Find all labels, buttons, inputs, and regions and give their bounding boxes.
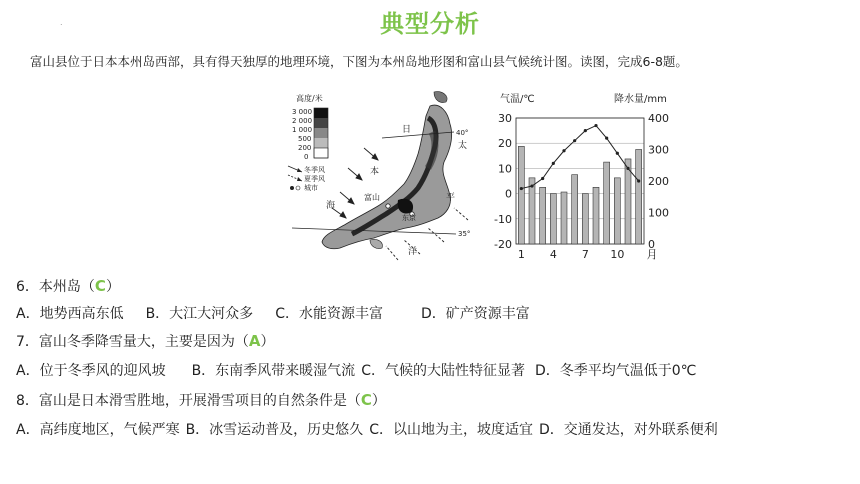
map-label-ping: 平 <box>446 193 456 203</box>
y-left-tick: -20 <box>494 238 512 251</box>
map-label-ri: 日 <box>402 125 412 135</box>
temperature-point <box>520 187 523 190</box>
wind-legend <box>288 165 325 192</box>
map-label-ben: 本 <box>370 167 380 177</box>
y-right-tick: 400 <box>648 112 669 125</box>
temperature-point <box>562 149 565 152</box>
temperature-point <box>552 162 555 165</box>
question-8-text: 8．富山是日本滑雪胜地，开展滑雪项目的自然条件是（ <box>16 393 361 409</box>
intro-text: 富山县位于日本本州岛西部，具有得天独厚的地理环境，下图为本州岛地形图和富山县气候统计图。读图，完成6-8题。 <box>30 54 688 69</box>
latitude-40: 40° <box>456 129 469 137</box>
precip-bar <box>518 146 524 244</box>
latitude-35: 35° <box>458 230 471 238</box>
y-left-tick: -10 <box>494 212 512 226</box>
temperature-point <box>605 137 608 140</box>
question-8 <box>16 390 386 410</box>
map-label-yang: 洋 <box>408 247 418 257</box>
question-7-answer: A <box>248 332 261 350</box>
option-a: A．位于冬季风的迎风坡 <box>16 363 166 379</box>
option-d: D．冬季平均气温低于0℃ <box>534 363 697 379</box>
precip-bar <box>625 159 631 244</box>
y-right-tick: 300 <box>648 143 669 157</box>
y-left-tick: 10 <box>498 162 512 176</box>
option-b: B．大江大河众多 <box>145 306 254 322</box>
option-c: C．气候的大陆性特征显著 <box>361 363 525 379</box>
question-6-options <box>16 303 530 323</box>
x-tick: 4 <box>549 248 557 261</box>
map-label-tai: 太 <box>458 141 468 151</box>
option-a: A．高纬度地区，气候严寒 <box>16 422 180 438</box>
legend-level: 3 000 <box>292 108 313 116</box>
page-title: 典型分析 <box>380 10 480 38</box>
precip-bar <box>614 178 620 244</box>
legend-level: 200 <box>298 144 312 152</box>
japan-map <box>288 92 470 260</box>
y-right-tick: 100 <box>648 206 669 220</box>
legend-summer-monsoon: 夏季风 <box>304 175 325 183</box>
y-left-tick: 20 <box>498 137 512 151</box>
question-6-text: 6．本州岛（ <box>16 279 95 295</box>
precip-bar <box>593 187 599 244</box>
option-d: D．矿产资源丰富 <box>420 306 530 322</box>
precip-bar <box>550 194 556 244</box>
precip-bar <box>636 150 642 245</box>
decorative-dot: . <box>60 18 63 27</box>
elevation-legend <box>292 108 328 161</box>
temperature-point <box>573 139 576 142</box>
option-c: C．水能资源丰富 <box>275 306 383 322</box>
precip-bar <box>561 192 567 244</box>
question-7-tail: ） <box>260 334 275 350</box>
legend-level: 500 <box>298 135 312 143</box>
temperature-point <box>594 124 597 127</box>
y-left-tick: 30 <box>498 112 512 125</box>
question-6-answer: C <box>94 277 106 295</box>
x-tick: 1 <box>517 248 525 261</box>
option-b: B．东南季风带来暖湿气流 <box>191 363 356 379</box>
question-6 <box>16 276 120 296</box>
climate-chart <box>494 92 669 261</box>
question-6-tail: ） <box>105 279 120 295</box>
question-8-options <box>16 419 718 439</box>
legend-level: 0 <box>304 153 309 161</box>
legend-level: 2 000 <box>292 117 313 125</box>
x-tick: 7 <box>581 248 589 261</box>
map-label-tokyo: 东京 <box>402 214 416 222</box>
y-left-label: 气温/℃ <box>500 94 535 105</box>
question-7-options <box>16 360 696 380</box>
question-7 <box>16 331 275 351</box>
question-8-answer: C <box>360 391 372 409</box>
precip-bar <box>604 162 610 244</box>
map-label-toyama: 富山 <box>364 193 380 202</box>
precip-bar <box>540 187 546 244</box>
temperature-point <box>626 167 629 170</box>
temperature-point <box>530 184 533 187</box>
x-tick: 10 <box>610 248 625 261</box>
figure <box>278 88 708 264</box>
option-d: D．交通发达，对外联系便利 <box>538 422 718 438</box>
temperature-point <box>637 179 640 182</box>
y-right-tick: 0 <box>648 238 655 251</box>
temperature-point <box>584 129 587 132</box>
temperature-line <box>521 126 638 189</box>
y-right-tick: 200 <box>648 175 669 188</box>
question-8-tail: ） <box>371 393 386 409</box>
legend-title: 高度/米 <box>296 94 323 103</box>
precip-bar <box>572 175 578 244</box>
map-label-hai: 海 <box>326 201 336 211</box>
legend-city: 城市 <box>304 184 318 192</box>
option-a: A．地势西高东低 <box>16 306 124 322</box>
legend-winter-monsoon: 冬季风 <box>304 166 325 174</box>
y-left-tick: 0 <box>505 187 512 201</box>
option-c: C．以山地为主，坡度适宜 <box>369 422 533 438</box>
temperature-point <box>616 152 619 155</box>
temperature-point <box>541 177 544 180</box>
y-right-label: 降水量/mm <box>614 94 667 105</box>
legend-level: 1 000 <box>292 126 313 134</box>
option-b: B．冰雪运动普及，历史悠久 <box>185 422 364 438</box>
precip-bar <box>582 194 588 244</box>
x-tick: 月 <box>646 248 658 261</box>
precip-bar <box>529 178 535 244</box>
question-7-text: 7．富山冬季降雪量大，主要是因为（ <box>16 334 249 350</box>
